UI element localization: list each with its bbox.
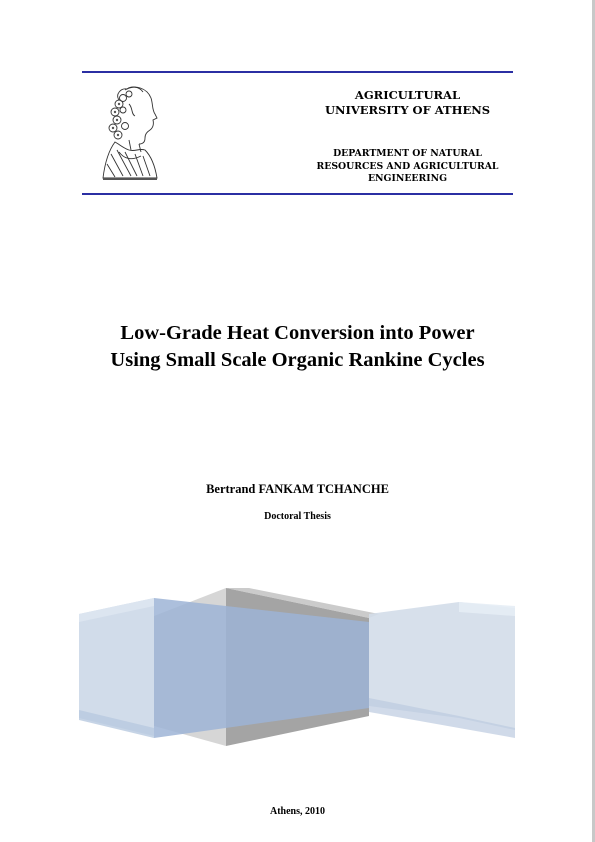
author-name: Bertrand FANKAM TCHANCHE xyxy=(206,482,389,496)
header-bottom-rule xyxy=(82,193,513,195)
place-and-year: Athens, 2010 xyxy=(269,806,325,817)
department-name xyxy=(305,148,510,186)
department-name-line-3: ENGINEERING xyxy=(367,173,448,184)
department-name-line-2: RESOURCES AND AGRICULTURAL xyxy=(316,160,499,172)
decorative-band-icon xyxy=(79,588,515,746)
thesis-title-line-2: Using Small Scale Organic Rankine Cycles xyxy=(110,349,485,371)
university-name-line-1: AGRICULTURAL xyxy=(354,88,461,102)
department-name-line-1: DEPARTMENT OF NATURAL xyxy=(333,148,482,159)
university-name xyxy=(305,88,510,118)
university-logo-icon xyxy=(95,80,165,185)
thesis-title-line-1: Low-Grade Heat Conversion into Power xyxy=(120,322,475,344)
thesis-type: Doctoral Thesis xyxy=(264,511,331,522)
university-name-line-2: UNIVERSITY OF ATHENS xyxy=(324,103,491,117)
header-top-rule xyxy=(82,71,513,73)
thesis-title xyxy=(60,320,535,374)
